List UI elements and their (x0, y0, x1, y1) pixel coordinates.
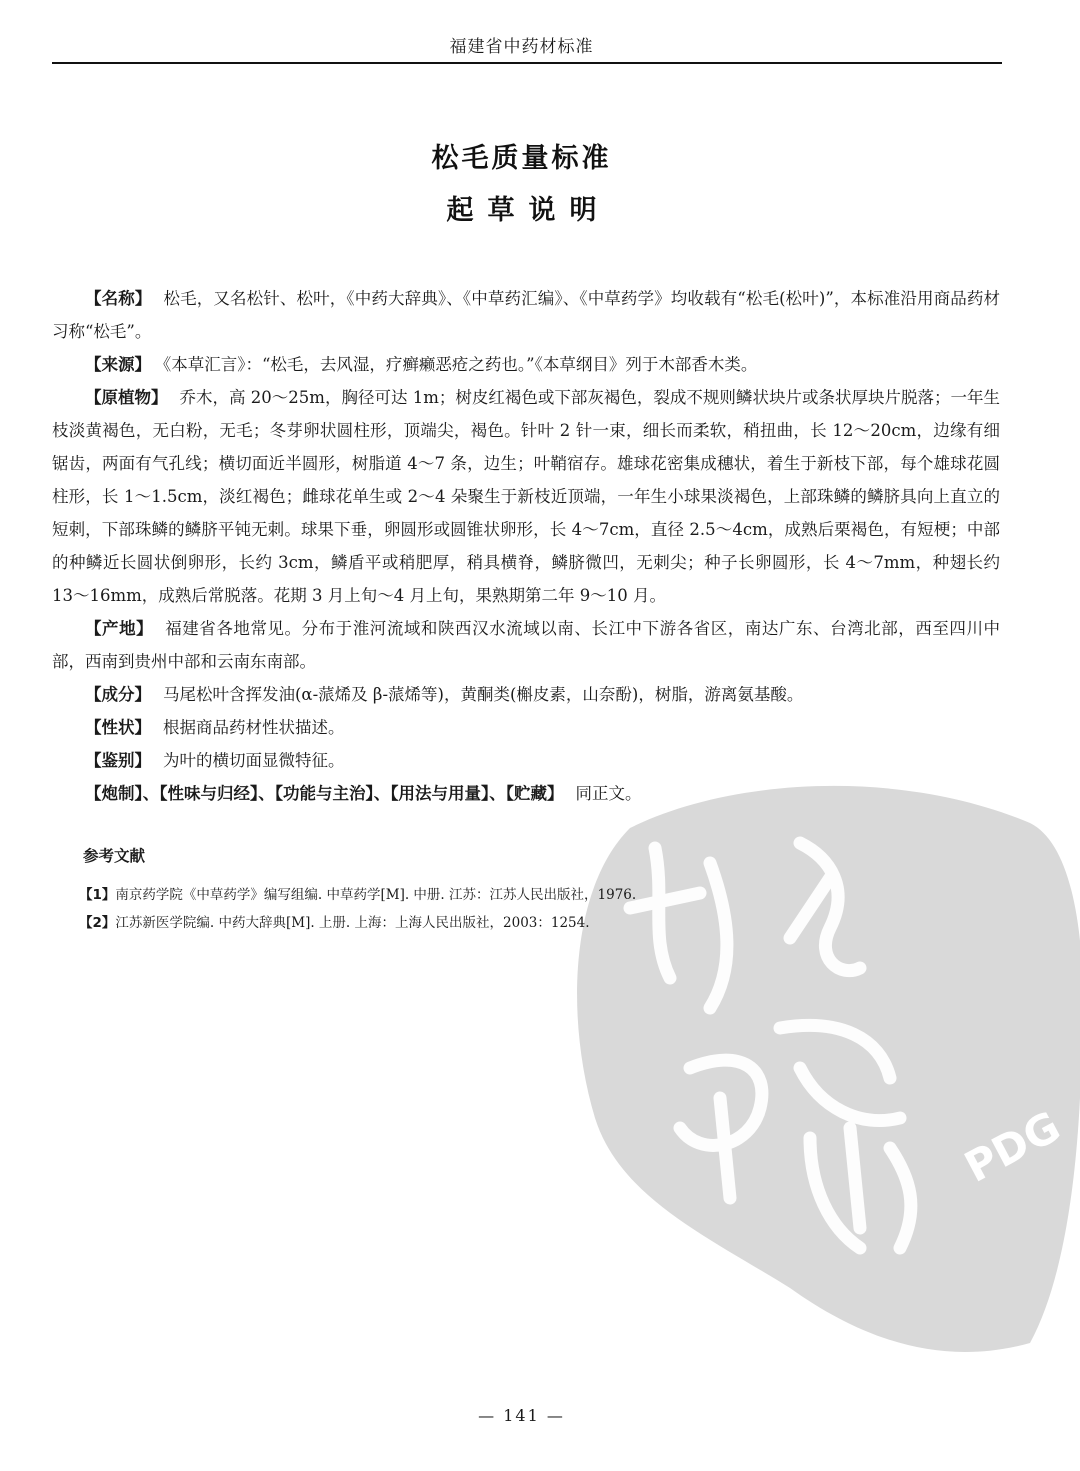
page-number: — 141 — (478, 1406, 565, 1425)
reference-item (52, 881, 1000, 909)
watermark-text: PDG (956, 1101, 1069, 1192)
section-processing (52, 777, 1000, 810)
section-text: 福建省各地常见。分布于淮河流域和陕西汉水流域以南、长江中下游各省区，南达广东、台湾北部，西至四川中部，西南到贵州中部和云南东南部。 (52, 619, 1001, 671)
section-origin (52, 612, 1000, 678)
section-label: 【鉴别】 (85, 751, 151, 770)
references-title: 参考文献 (83, 847, 146, 865)
section-name (52, 282, 1000, 348)
section-text: 马尾松叶含挥发油(α-蒎烯及 β-蒎烯等)，黄酮类(槲皮素，山奈酚)，树脂，游离氨基酸。 (163, 685, 804, 704)
reference-number: 【2】 (79, 915, 116, 931)
running-header: 福建省中药材标准 (449, 37, 594, 57)
section-label: 【名称】 (85, 289, 152, 308)
section-plant (52, 381, 1000, 612)
reference-item (52, 909, 1000, 937)
section-label: 【性状】 (85, 718, 151, 737)
section-label: 【成分】 (85, 685, 151, 704)
section-text: 根据商品药材性状描述。 (163, 718, 345, 737)
reference-number: 【1】 (79, 887, 116, 903)
page-title: 松毛质量标准 (431, 143, 612, 174)
section-composition (52, 678, 1000, 711)
section-source (52, 348, 1000, 381)
section-label: 【炮制】、【性味与归经】、【功能与主治】、【用法与用量】、【贮藏】 (85, 784, 564, 803)
section-identification (52, 744, 1000, 777)
section-text: 松毛，又名松针、松叶，《中药大辞典》、《中草药汇编》、《中草药学》均收载有“松毛(松叶)”，本标准沿用商品药材习称“松毛”。 (52, 289, 1001, 341)
section-text: 同正文。 (575, 784, 642, 803)
page-subtitle: 起草说明 (446, 195, 611, 226)
references-list (52, 881, 1000, 937)
body-text (52, 282, 1000, 937)
reference-text: 南京药学院《中草药学》编写组编. 中草药学[M]. 中册. 江苏：江苏人民出版社，1976. (115, 887, 637, 903)
header-rule (52, 62, 1002, 64)
section-text: 乔木，高 20～25m，胸径可达 1m；树皮红褐色或下部灰褐色，裂成不规则鳞状块片或条状厚块片脱落；一年生枝淡黄褐色，无白粉，无毛；冬芽卵状圆柱形，顶端尖，褐色。针叶 2 针一束，细长而柔软，稍扭曲，长 12～20cm，边缘有细锯齿，两面有气孔线；横切面近半圆形，树脂道 4～7 条，边生；叶鞘宿存。雄球花密集成穗状，着生于新枝下部，每个雄球花圆柱形，长 1～1.5cm，淡红褐色；雌球花单生或 2～4 朵聚生于新枝近顶端，一年生小球果淡褐色，上部珠鳞的鳞脐具向上直立的短刺，下部珠鳞的鳞脐平钝无刺。球果下垂，卵圆形或圆锥状卵形，长 4～7cm，直径 2.5～4cm，成熟后栗褐色，有短梗；中部的种鳞近长圆状倒卵形，长约 3cm，鳞盾平或稍肥厚，稍具横脊，鳞脐微凹，无刺尖；种子长卵圆形，长 4～7mm，种翅长约 13～16mm，成熟后常脱落。花期 3 月上旬～4 月上旬，果熟期第二年 9～10 月。 (52, 388, 1000, 605)
section-text: 为叶的横切面显微特征。 (163, 751, 345, 770)
section-characteristics (52, 711, 1000, 744)
section-label: 【来源】 (85, 355, 151, 374)
section-text: 《本草汇言》：“松毛，去风湿，疗癣癞恶疮之药也。”《本草纲目》列于木部香木类。 (163, 355, 758, 374)
reference-text: 江苏新医学院编. 中药大辞典[M]. 上册. 上海：上海人民出版社，2003：1254. (115, 915, 590, 931)
section-label: 【原植物】 (85, 388, 168, 407)
section-label: 【产地】 (85, 619, 154, 638)
